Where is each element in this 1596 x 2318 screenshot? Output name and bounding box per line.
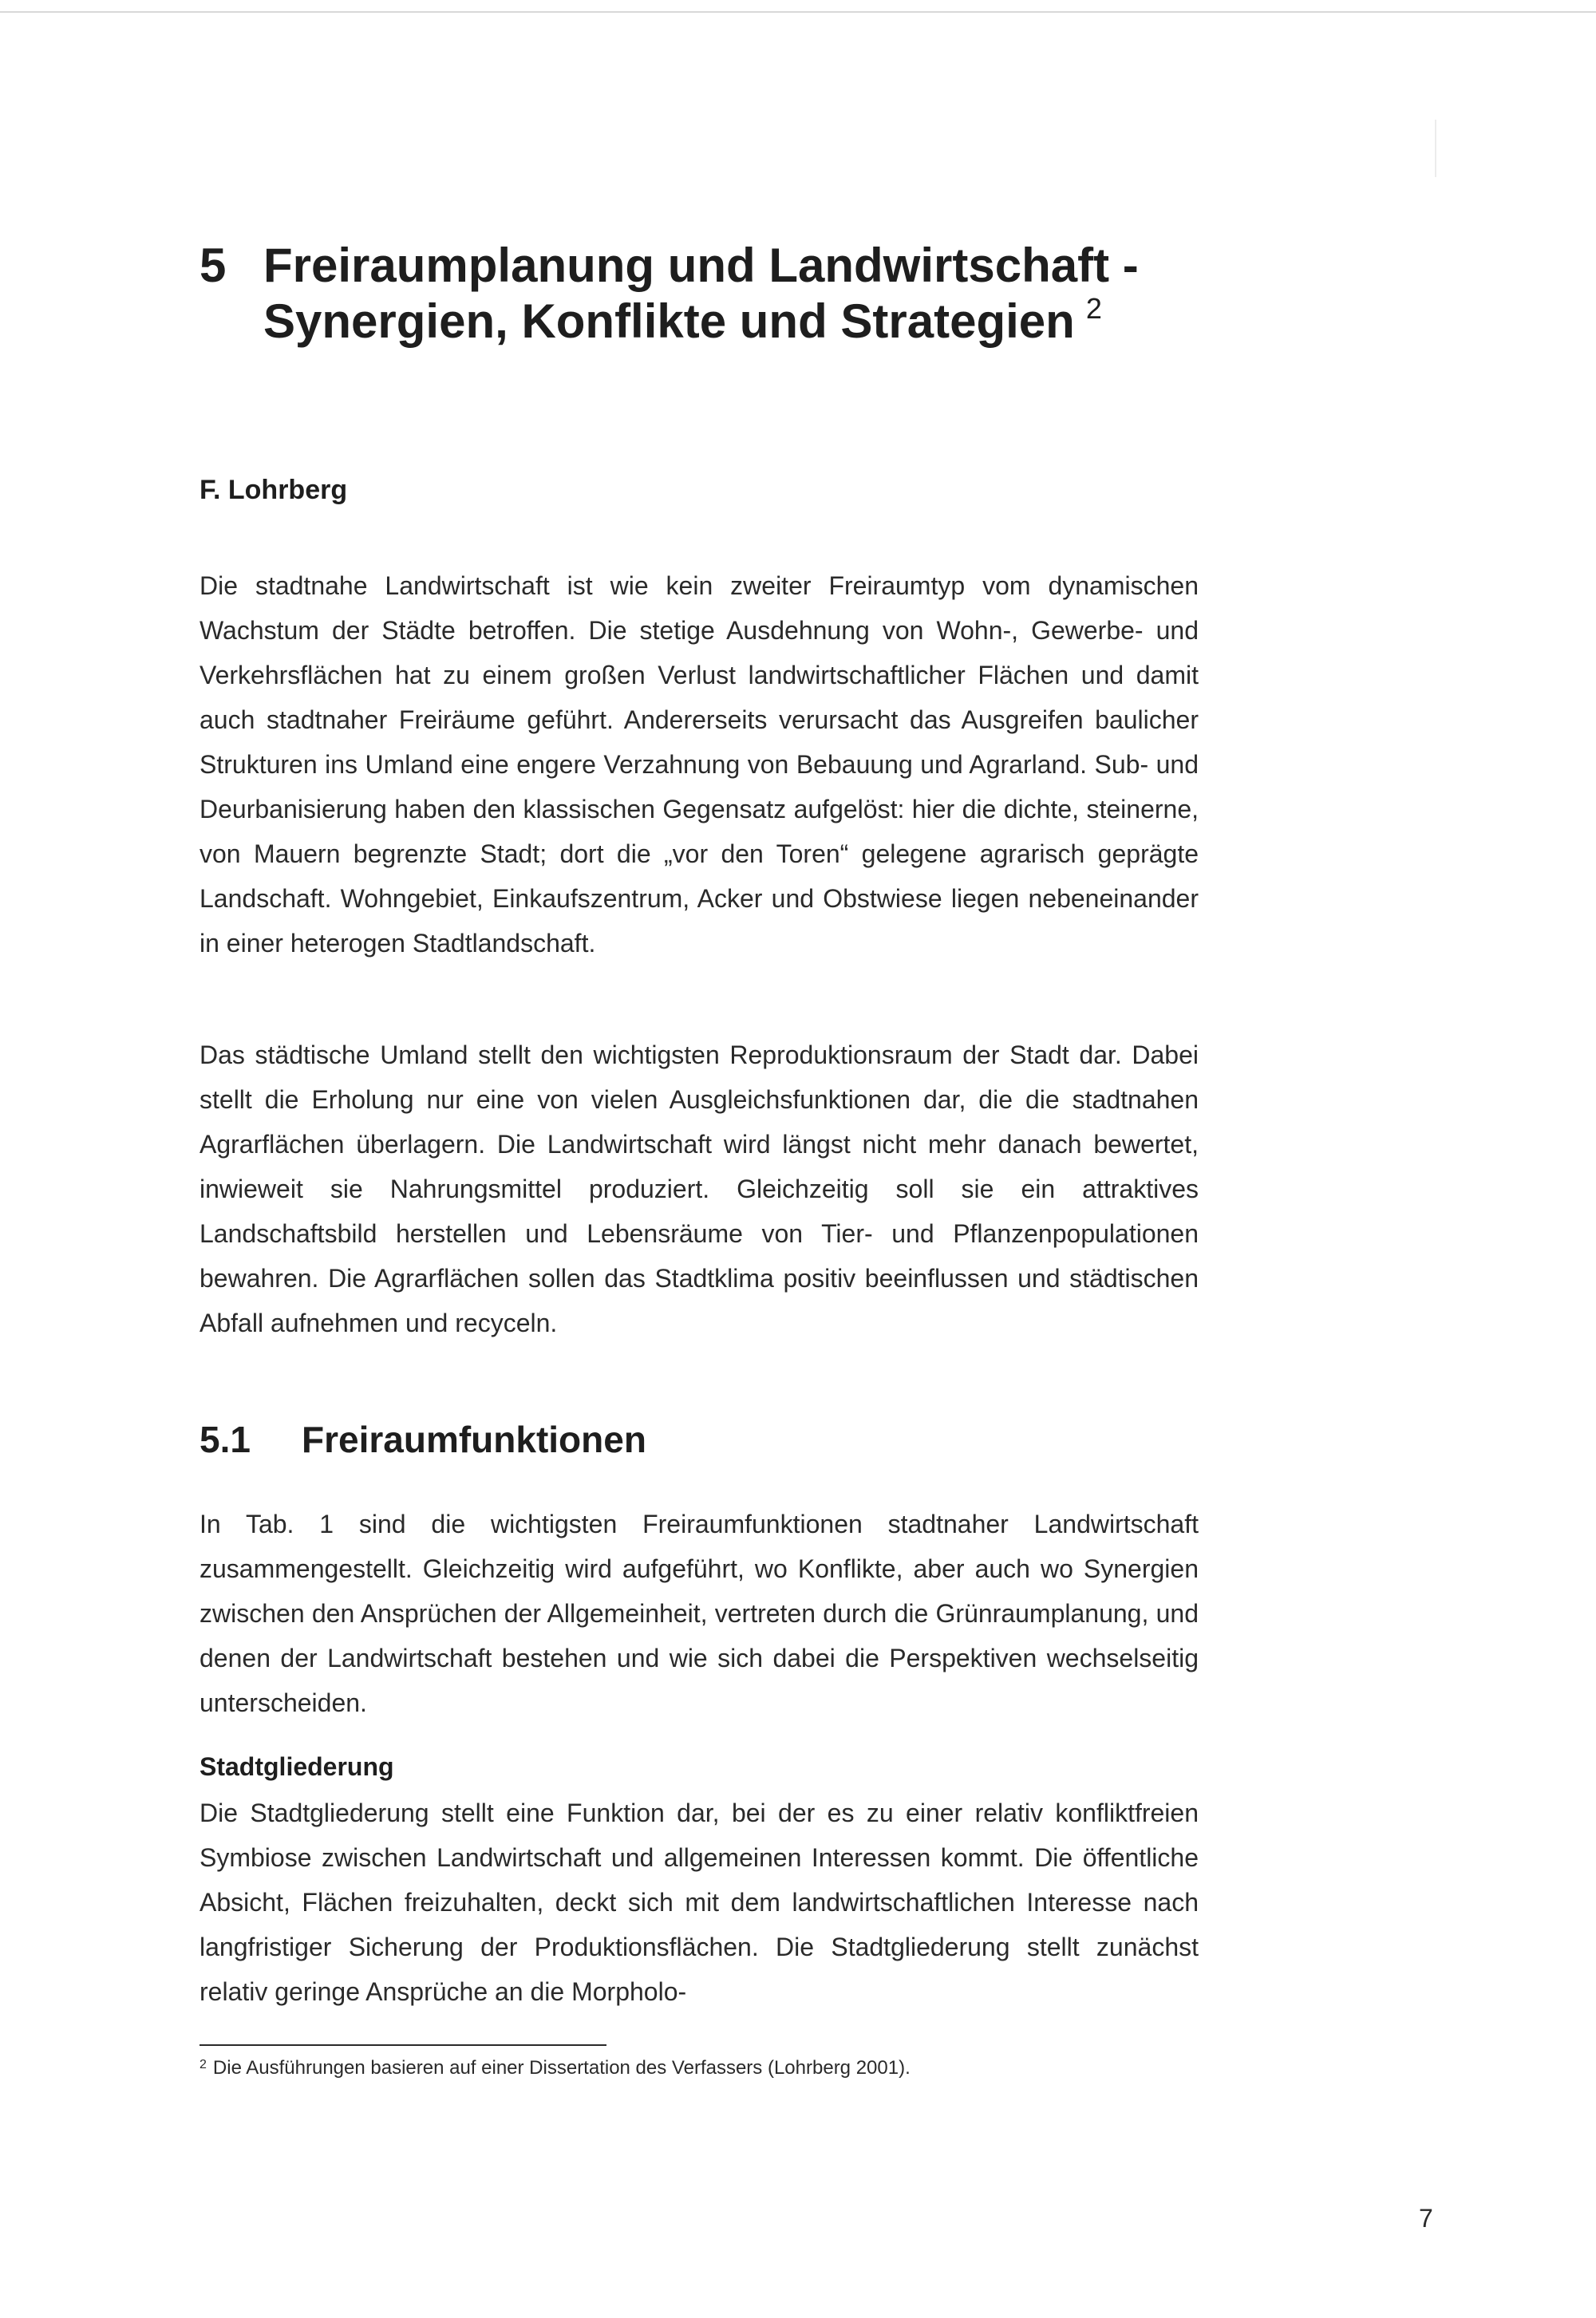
subheading-stadtgliederung: Stadtgliederung — [200, 1752, 394, 1781]
stadtgliederung-paragraph: Die Stadtgliederung stellt eine Funktion dar, bei der es zu einer relativ konfliktfreien Symbiose zwischen Landwirtschaft und allgemeinen Interessen kommt. Die öffentliche Absicht, Flächen freizuhalten, deckt sich mit dem landwirtschaftlichen Interesse nach langfristiger Sicherung der Produktionsflächen. Die Stadtgliederung stellt zunächst relativ geringe Ansprüche an die Morpholo- — [200, 1799, 1199, 2006]
section-intro-paragraph: In Tab. 1 sind die wichtigsten Freiraumfunktionen stadtnaher Landwirtschaft zusammengestellt. Gleichzeitig wird aufgeführt, wo Konflikte, aber auch wo Synergien zwischen den Ansprüchen der Allgemeinheit, vertreten durch die Grünraumplanung, und denen der Landwirtschaft bestehen und wie sich dabei die Perspektiven wechselseitig unterscheiden. — [200, 1510, 1199, 1717]
footnote-divider — [200, 2044, 606, 2046]
page-number: 7 — [1419, 2204, 1433, 2233]
chapter-title — [200, 238, 1444, 349]
footnote-marker: 2 — [200, 2058, 207, 2071]
author-name: F. Lohrberg — [200, 475, 348, 505]
umland-paragraph: Das städtische Umland stellt den wichtigsten Reproduktionsraum der Stadt dar. Dabei stellt die Erholung nur eine von vielen Ausgleichsfunktionen dar, die die stadtnahen Agrarflächen überlagern. Die Landwirtschaft wird längst nicht mehr danach bewertet, inwieweit sie Nahrungsmittel produziert. Gleichzeitig soll sie ein attraktives Landschaftsbild herstellen und Lebensräume von Tier- und Pflanzenpopulationen bewahren. Die Agrarflächen sollen das Stadtklima positiv beeinflussen und städtischen Abfall aufnehmen und recyceln. — [200, 1041, 1199, 1337]
section-intro-block — [200, 1502, 1199, 1725]
intro-paragraph-block — [200, 563, 1199, 966]
section-title: Freiraumfunktionen — [302, 1419, 646, 1460]
chapter-title-line1: Freiraumplanung und Landwirtschaft - — [263, 239, 1139, 292]
footnote — [200, 2055, 911, 2081]
scan-artifact-line — [1435, 120, 1436, 177]
section-number: 5.1 — [200, 1419, 251, 1460]
footnote-text: Die Ausführungen basieren auf einer Dissertation des Verfassers (Lohrberg 2001). — [212, 2057, 911, 2079]
umland-paragraph-block — [200, 1033, 1199, 1345]
chapter-number: 5 — [200, 239, 227, 292]
chapter-footnote-ref[interactable]: 2 — [1085, 292, 1102, 325]
section-heading — [200, 1417, 646, 1462]
intro-paragraph: Die stadtnahe Landwirtschaft ist wie kein zweiter Freiraumtyp vom dynamischen Wachstum der Städte betroffen. Die stetige Ausdehnung von Wohn-, Gewerbe- und Verkehrsflächen hat zu einem großen Verlust landwirtschaftlicher Flächen und damit auch stadtnaher Freiräume geführt. Andererseits verursacht das Ausgreifen baulicher Strukturen ins Umland eine engere Verzahnung von Bebauung und Agrarland. Sub- und Deurbanisierung haben den klassischen Gegensatz aufgelöst: hier die dichte, steinerne, von Mauern begrenzte Stadt; dort die „vor den Toren“ gelegene agrarisch geprägte Landschaft. Wohngebiet, Einkaufszentrum, Acker und Obstwiese liegen nebeneinander in einer heterogen Stadtlandschaft. — [200, 571, 1199, 958]
scan-top-edge — [0, 11, 1596, 13]
stadtgliederung-block — [200, 1791, 1199, 2014]
chapter-title-line2: Synergien, Konflikte und Strategien — [263, 294, 1075, 348]
